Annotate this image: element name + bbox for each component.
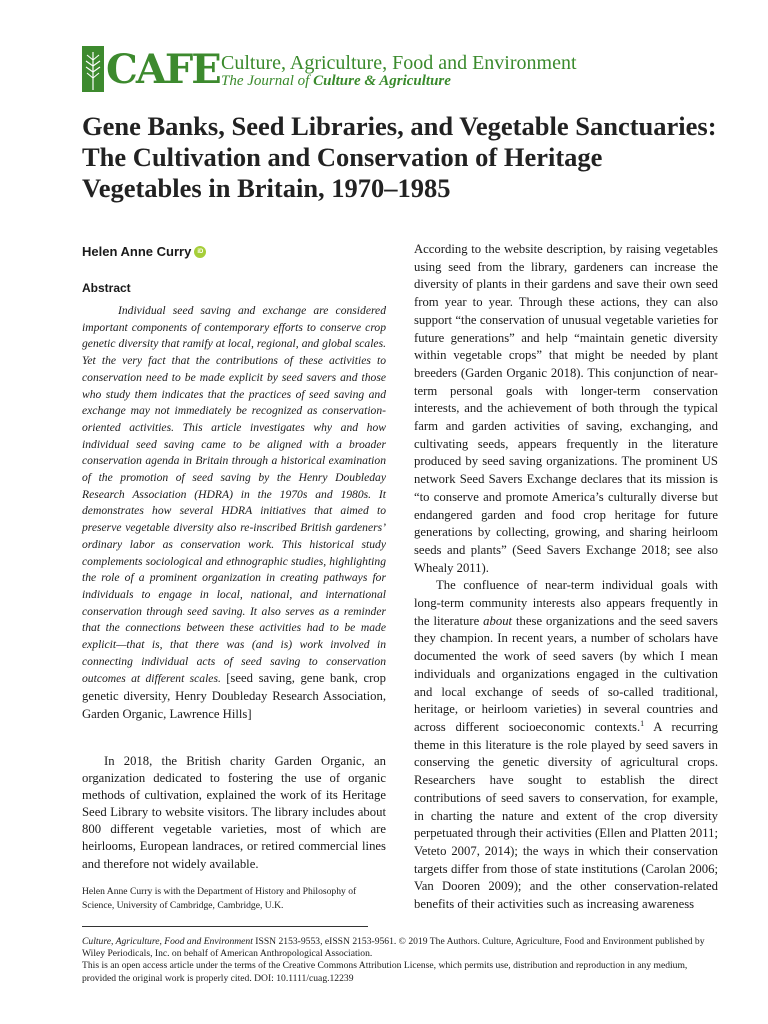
issn-line: Culture, Agriculture, Food and Environment ISSN 2153-9553, eISSN 2153-9561. © 2019 The Authors. Culture, Agriculture, Food and Environment published by Wiley Periodicals, Inc. on behalf of American Anthropological Association. xyxy=(82,936,705,960)
author-name: Helen Anne Curry iD xyxy=(82,244,206,260)
wheat-leaf-icon xyxy=(82,46,104,92)
license-line: This is an open access article under the terms of the Creative Commons Attribution License, which permits use, distribution and reproduction in any medium, provided the original work is properly cited. DOI: 10.1111/cuag.12239 xyxy=(82,960,688,984)
body-column-right xyxy=(414,241,718,914)
footnote-marker[interactable]: 1 xyxy=(640,718,645,728)
article-title: Gene Banks, Seed Libraries, and Vegetable Sanctuaries: The Cultivation and Conservation of Heritage Vegetables in Britain, 1970–1985 xyxy=(82,111,717,203)
author-affiliation: Helen Anne Curry is with the Department of History and Philosophy of Science, University of Cambridge, Cambridge, U.K. xyxy=(82,886,357,911)
journal-name: Culture, Agriculture, Food and Environment xyxy=(221,52,577,74)
logo-wordmark: CAFE xyxy=(106,46,220,93)
body-paragraph: According to the website description, by raising vegetables using seed from the library, gardeners can increase the diversity of plants in their gardens and save their own seed from year to year. Through these actions, they can also support “the conservation of unusual vegetable varieties for future generations” and help “maintain genetic diversity within vegetable crops” that might be needed by plant breeders (Garden Organic 2018). This conjunction of near-term personal goals with longer-term conservation interests, and the achievement of both through the typical farm and garden activities of saving, exchanging, and cultivating seeds, appears frequently in the literature produced by seed saving organizations. The prominent US network Seed Savers Exchange declares that its mission is “to conserve and promote America’s culturally diverse but endangered garden and food crop heritage for future generations by collecting, growing, and sharing heirloom seeds and plants” (Seed Savers Exchange 2018; see also Whealy 2011). xyxy=(414,242,718,575)
abstract-text: Individual seed saving and exchange are considered important components of contemporary efforts to conserve crop genetic diversity that ramify at local, regional, and global scales. Yet the very fact that the contributions of these activities to conservation need to be made explicit by seed savers and those who study them indicates that the practices of seed saving and exchange may not immediately be recognized as conservation-oriented activities. This article investigates why and how individual seed saving came to be aligned with a broader conservation agenda in Britain through a historical examination of the promotion of seed saving by the Henry Doubleday Research Association (HDRA) in the 1970s and 1980s. It demonstrates how several HDRA initiatives that aimed to preserve vegetable diversity also re-inscribed British gardeners’ ordinary labor as conservation work. This historical study complements sociological and ethnographic studies, highlighting the role of a prominent organization in creating pathways for individuals to engage in local, national, and international conservation through seed saving. It also serves as a reminder that the connections between these activities had to be made explicit—that is, that there was (and is) work involved in connecting individual acts of seed saving to conservation outcomes at different scales. [seed saving, gene bank, crop genetic diversity, Henry Doubleday Research Association, Garden Organic, Lawrence Hills] xyxy=(82,304,386,721)
keywords: [seed saving, gene bank, crop genetic diversity, Henry Doubleday Research Association, Garden Organic, Lawrence Hills] xyxy=(82,671,386,721)
copyright-footer xyxy=(82,936,722,985)
abstract-heading: Abstract xyxy=(82,281,131,295)
journal-logo xyxy=(82,46,220,93)
journal-subtitle: The Journal of Culture & Agriculture xyxy=(221,73,451,89)
footnote-divider xyxy=(82,926,368,927)
body-paragraph-left: In 2018, the British charity Garden Organic, an organization dedicated to fostering the use of organic methods of cultivation, explained the work of its Heritage Seed Library to website visitors. The library includes about 800 different vegetable varieties, most of which are heirlooms, European landraces, or retired commercial lines and therefore not widely available. xyxy=(82,754,386,871)
body-paragraph: The confluence of near-term individual goals with long-term community interests also appears frequently in the literature about these organizations and the seed savers they champion. In recent years, a number of scholars have documented the work of seed savers (by which I mean individuals and organizations engaged in the cultivation and local exchange of seeds of so-called traditional, heritage, or heirloom varieties) in several countries and across different socioeconomic contexts.$^1$ A recurring theme in this literature is the role played by seed savers in conserving the genetic diversity of agricultural crops. Researchers have sought to establish the direct contributions of seed savers to conservation, for example, in charting the nature and extent of the crop diversity perpetuated through their activities (Ellen and Platten 2011; Veteto 2007, 2014); the ways in which their conservation targets differ from those of state institutions (Carolan 2006; Van Dooren 2009); and the other conservation-related benefits of their activities such as increasing awareness xyxy=(414,578,718,912)
orcid-icon[interactable]: iD xyxy=(194,246,206,258)
